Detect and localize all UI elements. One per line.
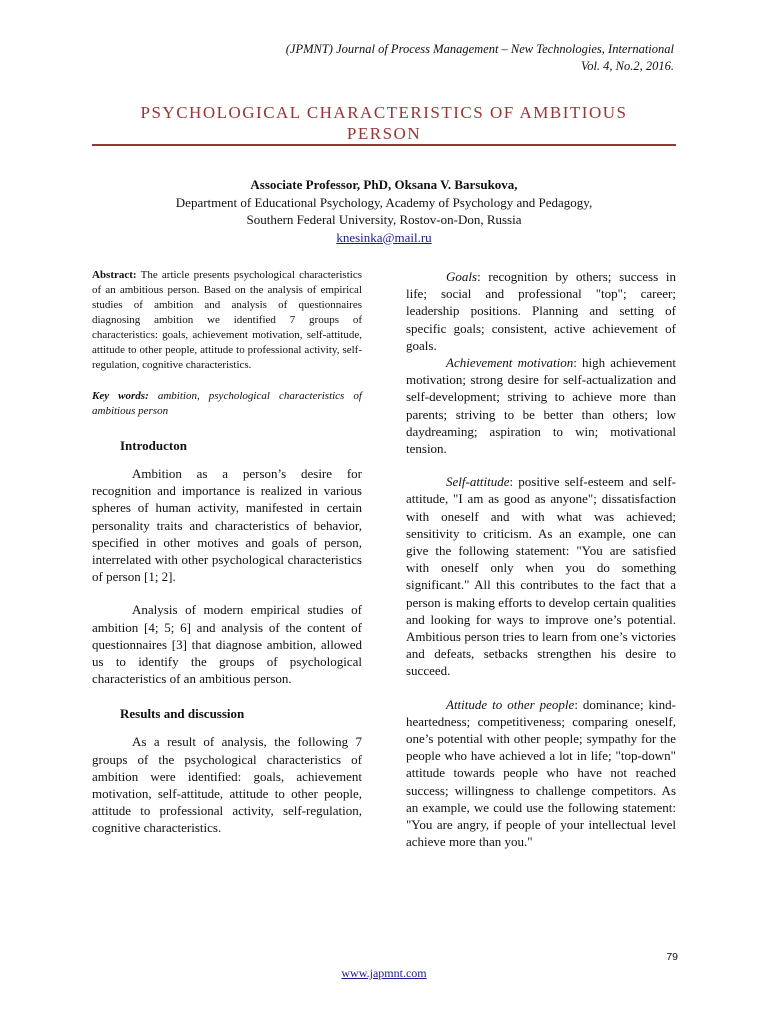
page-number: 79 [666, 951, 678, 963]
footer-website-link[interactable]: www.japmnt.com [341, 966, 427, 980]
intro-paragraph-2: Analysis of modern empirical studies of ambition [4; 5; 6] and analysis of the content of questionnaires [3] that diagnose ambition, allowed us to identify the groups of psychological characteristics of an ambitious person. [92, 602, 362, 687]
keywords-label: Key words: [92, 390, 149, 402]
author-affiliation-2: Southern Federal University, Rostov-on-Don, Russia [246, 212, 522, 227]
attitude-others-text: : dominance; kind-heartedness; competitiveness; comparing oneself, one’s potential with other people; sympathy for the people who have achieved a lot in life; "top-down" attitude towards people who have not reached success; willingness to challenge competitors. As an example, we could use the following statement: "You are angry, if people of your intellectual level achieve more than you." [406, 696, 676, 850]
keywords [92, 389, 362, 419]
intro-paragraph-1: Ambition as a person’s desire for recognition and importance is realized in various spheres of human activity, manifested in certain personality traits and characteristics of behavior, specified in other motives and goals of person, interrelated with other psychological characteristics of person [1; 2]. [92, 466, 362, 585]
journal-volume: Vol. 4, No.2, 2016. [580, 59, 674, 73]
author-name: Associate Professor, PhD, Oksana V. Barsukova, [250, 177, 518, 192]
author-block [92, 176, 676, 246]
keywords-text: ambition, psychological characteristics of ambitious person [92, 390, 362, 417]
title-line-2: PERSON [346, 124, 422, 143]
title-divider [92, 144, 676, 146]
goals-paragraph [406, 268, 676, 354]
paper-title [92, 102, 676, 144]
section-heading-introduction: Introducton [120, 438, 187, 453]
author-email-link[interactable]: knesinka@mail.ru [336, 229, 432, 245]
section-heading-results: Results and discussion [120, 706, 245, 722]
self-attitude-paragraph [406, 473, 676, 679]
goals-text: : recognition by others; success in life; social and professional "top"; career; leadership positions. Planning and setting of specific goals; consistent, active achievement of goals. [406, 269, 676, 353]
abstract-label: Abstract: [92, 269, 137, 281]
achievement-paragraph [406, 354, 676, 457]
attitude-others-term: Attitude to other people [446, 696, 575, 712]
self-attitude-text: : positive self-esteem and self-attitude, "I am as good as anyone"; dissatisfaction with oneself and with what was achieved; sensitivity to criticism. As an example, one can give the following statement: "You are satisfied with oneself only when you do something significant." All this contributes to the fact that a person is making efforts to develop certain qualities and looking for ways to improve one’s potential. Ambitious person tries to learn from one’s victories and defeats, setbacks strengthen his desire to succeed. [406, 474, 676, 679]
right-column [406, 268, 676, 867]
goals-term: Goals [446, 269, 478, 284]
journal-header [154, 41, 674, 75]
results-paragraph-1: As a result of analysis, the following 7 groups of the psychological characteristics of ambition were identified: goals, achievement motivation, self-attitude, attitude to other people, attitude to professional activity, self-regulation, cognitive characteristics. [92, 734, 362, 836]
author-affiliation-1: Department of Educational Psychology, Academy of Psychology and Pedagogy, [175, 194, 593, 210]
achievement-text: : high achievement motivation; strong desire for self-actualization and self-development; striving to achieve more than parents; striving to be better than others; low daydreaming; aspiration to win; motivational tension. [406, 355, 676, 457]
left-column [92, 268, 362, 853]
self-attitude-term: Self-attitude [446, 474, 510, 490]
abstract [92, 268, 362, 373]
journal-name: (JPMNT) Journal of Process Management – New Technologies, International [285, 42, 674, 56]
attitude-others-paragraph [406, 696, 676, 851]
achievement-term: Achievement motivation [446, 355, 574, 371]
title-line-1: PSYCHOLOGICAL CHARACTERISTICS OF AMBITIOUS [140, 103, 628, 122]
abstract-text: The article presents psychological characteristics of an ambitious person. Based on the analysis of empirical studies of ambition and analysis of questionnaires diagnosing ambition we identified 7 groups of characteristics: goals, achievement motivation, self-attitude, attitude to other people, attitude to professional activity, self-regulation, cognitive characteristics. [92, 269, 362, 371]
